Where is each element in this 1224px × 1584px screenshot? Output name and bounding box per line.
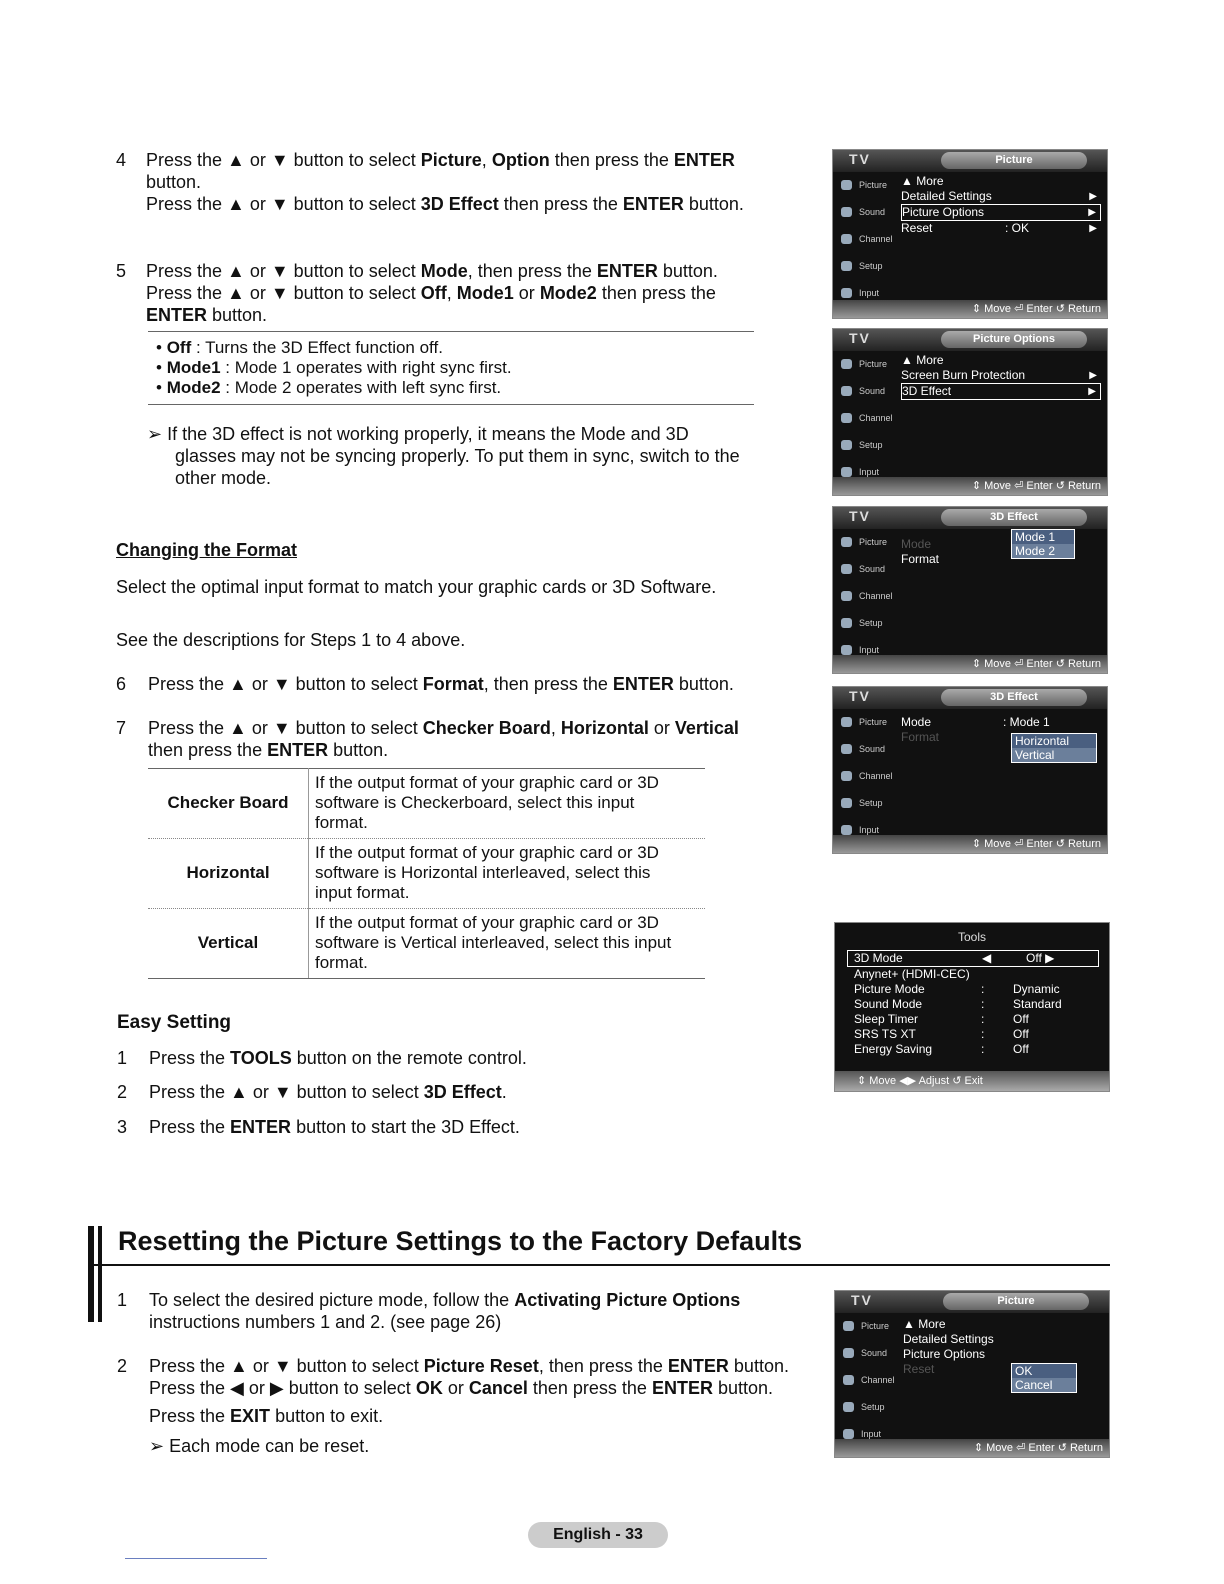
osd-row: Detailed Settings ▶	[901, 189, 1097, 203]
osd-picture-reset	[834, 1290, 1110, 1458]
easy-step-2: Press the ▲ or ▼ button to select 3D Effect.	[149, 1082, 507, 1102]
step-number: 2	[117, 1082, 128, 1102]
osd-side-item: Setup	[837, 610, 897, 637]
osd-option: OK	[1012, 1364, 1076, 1378]
osd-tv-label: TV	[849, 330, 871, 346]
list-item: • Mode1 : Mode 1 operates with right sync first.	[156, 358, 512, 377]
osd-popup	[1011, 529, 1075, 559]
osd-footer: ⇕ Move ⏎ Enter ↺ Return	[833, 655, 1107, 673]
reset-step-2: Press the ▲ or ▼ button to select Picture Reset, then press the ENTER button. Press the ◀ or ▶ button to select OK or Cancel then press the ENTER button. Press the EXIT button to exit. ➢ Each mode can be reset.	[149, 1356, 789, 1456]
osd-option: Horizontal	[1012, 734, 1096, 748]
easy-step-3: Press the ENTER button to start the 3D Effect.	[149, 1117, 520, 1137]
osd-option: Cancel	[1015, 1378, 1053, 1392]
format-table	[148, 768, 705, 979]
osd-picture-menu	[832, 149, 1108, 319]
section-bar	[88, 1226, 94, 1322]
osd-side-item: Picture	[839, 1313, 899, 1340]
step-number: 1	[117, 1048, 128, 1068]
osd-3d-effect-mode	[832, 506, 1108, 674]
osd-side-item: Sound	[839, 1340, 899, 1367]
osd-option: Mode 1	[1012, 530, 1074, 544]
step-number: 3	[117, 1117, 128, 1137]
osd-header	[833, 150, 1107, 172]
osd-side-item: Sound	[837, 199, 897, 226]
osd-row: Mode	[901, 537, 932, 551]
step-6-text: Press the ▲ or ▼ button to select Format, then press the ENTER button.	[148, 674, 734, 694]
osd-title: 3D Effect	[941, 509, 1087, 526]
osd-row: Energy Saving : Off	[854, 1042, 1029, 1056]
osd-footer: ⇕ Move ⏎ Enter ↺ Return	[833, 835, 1107, 853]
osd-row-selected: 3D Effect ▶	[901, 383, 1101, 400]
step-number: 6	[116, 674, 127, 694]
step-number: 4	[116, 150, 127, 170]
osd-side-item: Sound	[837, 736, 897, 763]
osd-side-item: Setup	[837, 253, 897, 280]
footnote-rule	[125, 1558, 267, 1559]
osd-row: Detailed Settings	[903, 1332, 994, 1346]
osd-side-item: Input	[839, 1421, 899, 1448]
osd-tv-label: TV	[849, 151, 871, 167]
osd-row: ▲ More	[901, 174, 944, 188]
mode-list	[156, 338, 512, 398]
osd-row: Format	[901, 552, 940, 566]
divider	[148, 404, 754, 405]
list-item: • Off : Turns the 3D Effect function off.	[156, 338, 443, 357]
section-bar	[98, 1226, 102, 1322]
osd-picture-options-menu	[832, 328, 1108, 496]
easy-step-1: Press the TOOLS button on the remote control.	[149, 1048, 527, 1068]
osd-option: Mode 2	[1015, 544, 1056, 558]
step-number: 5	[116, 261, 127, 281]
osd-side-item: Picture	[837, 709, 897, 736]
table-key: Horizontal	[148, 839, 309, 909]
osd-side-item: Picture	[837, 351, 897, 378]
osd-footer: ⇕ Move ⏎ Enter ↺ Return	[835, 1439, 1109, 1457]
list-item: • Mode2 : Mode 2 operates with left sync first.	[156, 378, 502, 397]
section-heading: Easy Setting	[117, 1012, 232, 1033]
step-4-text: Press the ▲ or ▼ button to select Picture, Option then press the ENTER button. Press the ▲ or ▼ button to select 3D Effect then press the ENTER button.	[146, 150, 744, 214]
table-value: If the output format of your graphic card or 3D software is Checkerboard, select this input format.	[309, 769, 706, 839]
osd-row: Mode : Mode 1	[901, 715, 1050, 729]
osd-row: Screen Burn Protection ▶	[901, 368, 1097, 382]
osd-title: Picture Options	[941, 331, 1087, 348]
osd-row: Picture Options	[903, 1347, 986, 1361]
osd-row: ▲ More	[903, 1317, 946, 1331]
osd-side-item: Setup	[839, 1394, 899, 1421]
divider	[148, 331, 754, 332]
osd-tools-menu	[834, 922, 1110, 1092]
osd-title: 3D Effect	[941, 689, 1087, 706]
step-7-text: Press the ▲ or ▼ button to select Checker Board, Horizontal or Vertical then press the ENTER button.	[148, 718, 739, 760]
osd-row: Picture Mode : Dynamic	[854, 982, 1060, 996]
osd-side-item: Input	[837, 459, 897, 486]
osd-side-item: Picture	[837, 529, 897, 556]
section-title: Resetting the Picture Settings to the Factory Defaults	[118, 1226, 803, 1256]
osd-side-item: Channel	[837, 583, 897, 610]
osd-side-item: Sound	[837, 378, 897, 405]
paragraph: See the descriptions for Steps 1 to 4 above.	[116, 630, 466, 650]
osd-side-item: Channel	[839, 1367, 899, 1394]
table-row	[148, 909, 705, 979]
osd-footer: ⇕ Move ◀▶ Adjust ↺ Exit	[835, 1071, 1109, 1091]
table-value: If the output format of your graphic card or 3D software is Vertical interleaved, select this input format.	[309, 909, 706, 979]
osd-popup	[1011, 1363, 1077, 1393]
osd-row: Sound Mode : Standard	[854, 997, 1062, 1011]
osd-row: SRS TS XT : Off	[854, 1027, 1029, 1041]
osd-row: Reset : OK ▶	[901, 221, 1097, 235]
note: ➢ If the 3D effect is not working properly, it means the Mode and 3D glasses may not be syncing properly. To put them in sync, switch to the other mode.	[147, 424, 740, 488]
osd-tv-label: TV	[851, 1292, 873, 1308]
step-number: 7	[116, 718, 127, 738]
osd-side-item: Channel	[837, 405, 897, 432]
osd-side-item: Input	[837, 280, 897, 307]
osd-side-item: Setup	[837, 790, 897, 817]
osd-side-item: Sound	[837, 556, 897, 583]
table-key: Vertical	[148, 909, 309, 979]
osd-side-item: Setup	[837, 432, 897, 459]
osd-title: Picture	[941, 152, 1087, 169]
step-number: 2	[117, 1356, 128, 1376]
table-key: Checker Board	[148, 769, 309, 839]
osd-tv-label: TV	[849, 508, 871, 524]
page-footer: English - 33	[528, 1522, 668, 1548]
osd-option: Vertical	[1015, 748, 1055, 762]
osd-title: Picture	[943, 1293, 1089, 1310]
osd-side-item: Picture	[837, 172, 897, 199]
table-row	[148, 839, 705, 909]
osd-row: Sleep Timer : Off	[854, 1012, 1029, 1026]
osd-footer: ⇕ Move ⏎ Enter ↺ Return	[833, 300, 1107, 318]
osd-row: Format	[901, 730, 940, 744]
step-5-text: Press the ▲ or ▼ button to select Mode, then press the ENTER button. Press the ▲ or ▼ button to select Off, Mode1 or Mode2 then press the ENTER button.	[146, 261, 718, 325]
section-rule	[88, 1264, 1110, 1266]
osd-sidebar	[837, 172, 897, 307]
osd-popup	[1011, 733, 1097, 763]
osd-row-selected: 3D Mode ◀ Off ▶	[847, 950, 1099, 967]
osd-3d-effect-format	[832, 686, 1108, 854]
osd-side-item: Channel	[837, 226, 897, 253]
osd-side-item: Channel	[837, 763, 897, 790]
osd-side-item: Input	[837, 817, 897, 844]
osd-row-selected: Picture Options ▶	[901, 204, 1101, 221]
table-value: If the output format of your graphic card or 3D software is Horizontal interleaved, select this input format.	[309, 839, 706, 909]
osd-side-item: Input	[837, 637, 897, 664]
osd-row: Anynet+ (HDMI-CEC)	[854, 967, 970, 981]
osd-tv-label: TV	[849, 688, 871, 704]
paragraph: Select the optimal input format to match your graphic cards or 3D Software.	[116, 577, 717, 597]
section-heading: Changing the Format	[116, 540, 297, 560]
osd-footer: ⇕ Move ⏎ Enter ↺ Return	[833, 477, 1107, 495]
osd-row: ▲ More	[901, 353, 944, 367]
table-row	[148, 769, 705, 839]
reset-step-1: To select the desired picture mode, follow the Activating Picture Options instructions numbers 1 and 2. (see page 26)	[149, 1290, 741, 1332]
osd-title: Tools	[957, 930, 986, 944]
step-number: 1	[117, 1290, 128, 1310]
osd-row: Reset	[903, 1362, 935, 1376]
